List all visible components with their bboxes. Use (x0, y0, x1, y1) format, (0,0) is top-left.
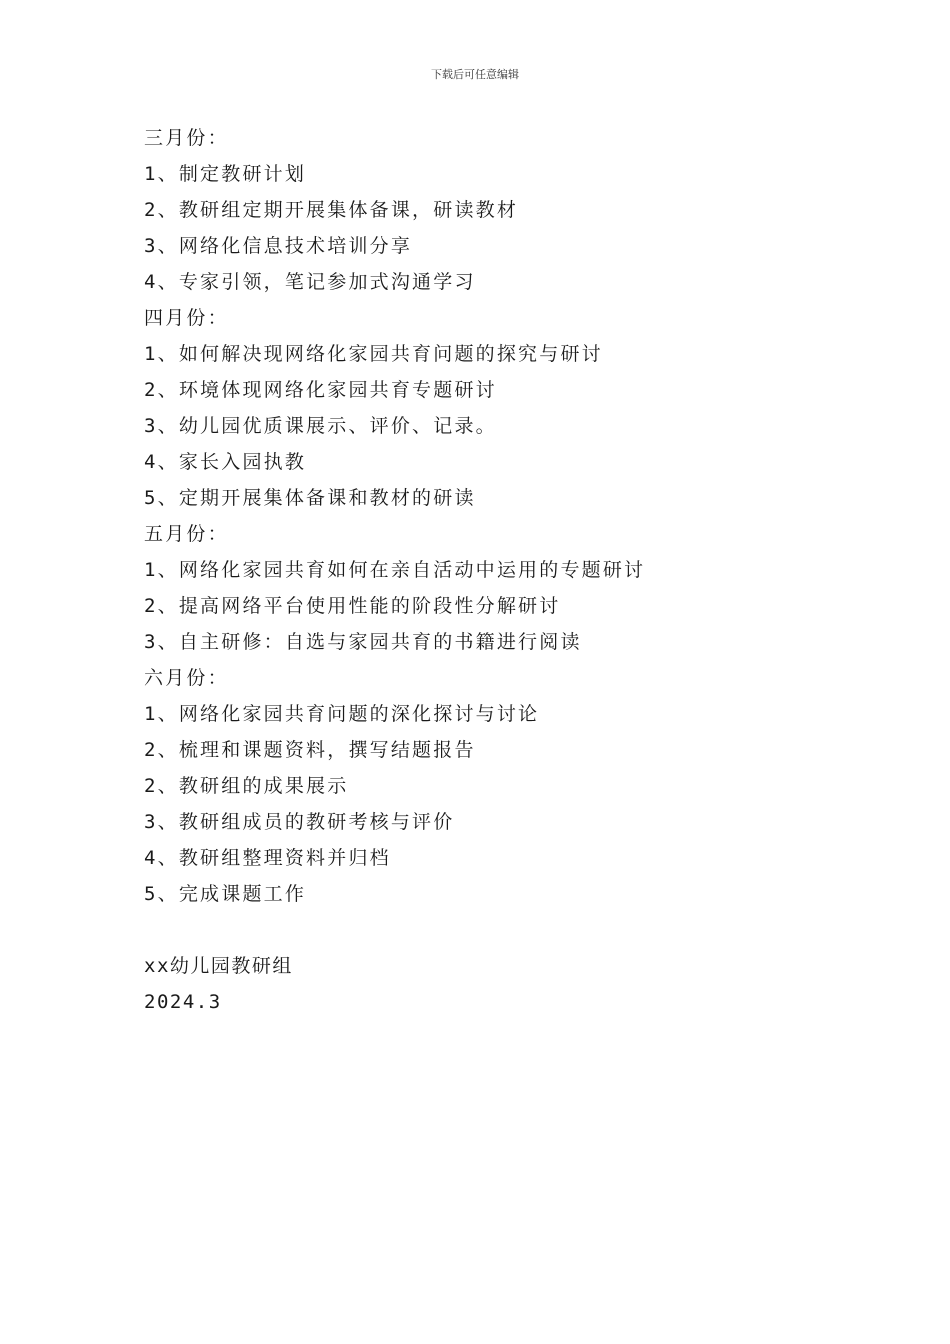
list-item: 2、提高网络平台使用性能的阶段性分解研讨 (144, 595, 561, 617)
section-heading: 六月份： (144, 667, 229, 689)
list-item: 1、制定教研计划 (144, 163, 307, 185)
signature-block (144, 948, 844, 1020)
list-item: 2、教研组定期开展集体备课，研读教材 (144, 199, 519, 221)
section-heading: 三月份： (144, 127, 229, 149)
section-june (144, 660, 844, 912)
section-march (144, 120, 844, 300)
list-item: 4、专家引领，笔记参加式沟通学习 (144, 271, 476, 293)
signature-org: xx幼儿园教研组 (144, 955, 293, 977)
list-item: 5、定期开展集体备课和教材的研读 (144, 487, 476, 509)
list-item: 3、幼儿园优质课展示、评价、记录。 (144, 415, 497, 437)
list-item: 3、自主研修：自选与家园共育的书籍进行阅读 (144, 631, 582, 653)
section-april (144, 300, 844, 516)
list-item: 2、教研组的成果展示 (144, 775, 349, 797)
list-item: 1、网络化家园共育如何在亲自活动中运用的专题研讨 (144, 559, 646, 581)
list-item: 1、如何解决现网络化家园共育问题的探究与研讨 (144, 343, 603, 365)
page-header-note: 下载后可任意编辑 (431, 68, 519, 81)
signature-date: 2024.3 (144, 991, 222, 1013)
blank-line (144, 912, 844, 948)
list-item: 3、网络化信息技术培训分享 (144, 235, 413, 257)
list-item: 5、完成课题工作 (144, 883, 307, 905)
list-item: 4、教研组整理资料并归档 (144, 847, 391, 869)
list-item: 3、教研组成员的教研考核与评价 (144, 811, 455, 833)
section-may (144, 516, 844, 660)
section-heading: 五月份： (144, 523, 229, 545)
section-heading: 四月份： (144, 307, 229, 329)
document-body (144, 120, 844, 1020)
list-item: 1、网络化家园共育问题的深化探讨与讨论 (144, 703, 540, 725)
list-item: 2、环境体现网络化家园共育专题研讨 (144, 379, 497, 401)
list-item: 4、家长入园执教 (144, 451, 307, 473)
list-item: 2、梳理和课题资料，撰写结题报告 (144, 739, 476, 761)
